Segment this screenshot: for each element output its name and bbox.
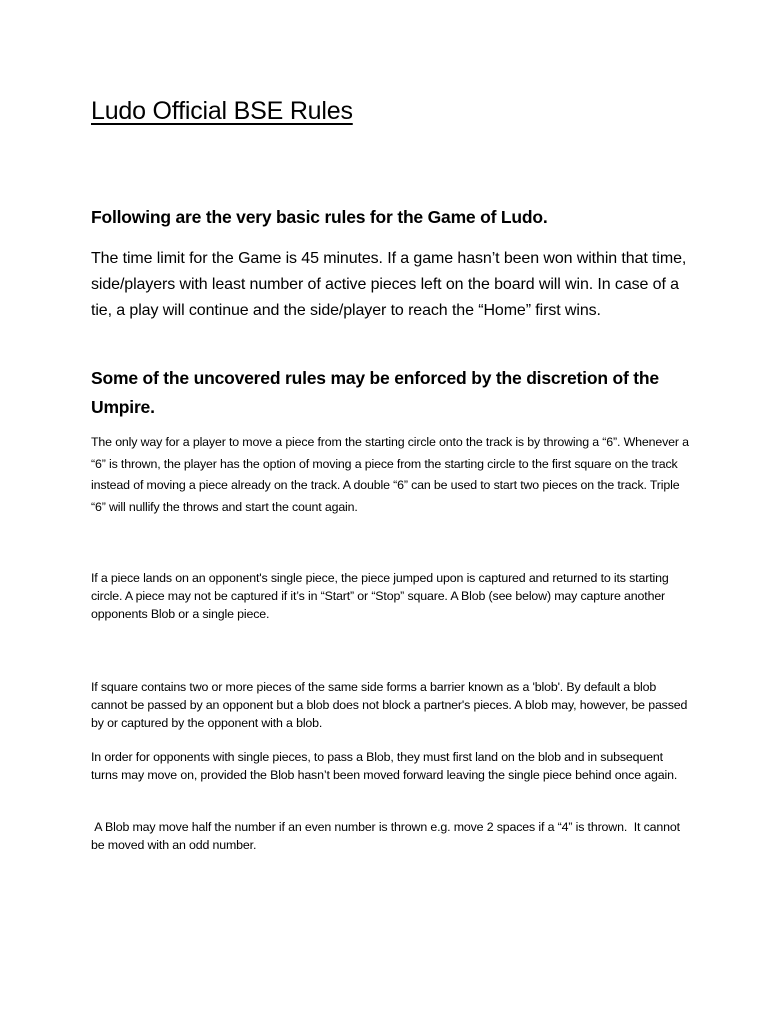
document-subtitle: Following are the very basic rules for the Game of Ludo. [91, 207, 548, 227]
document-title: Ludo Official BSE Rules [91, 97, 353, 125]
rule-paragraph-pass-blob: In order for opponents with single pieces, to pass a Blob, they must first land on the blob and in subsequent turns may move on, provided the Blob hasn’t been moved forward leaving the single piece behind once again. [91, 750, 678, 782]
intro-paragraph: The time limit for the Game is 45 minutes. If a game hasn’t been won within that time, side/players with least number of active pieces left on the board will win. In case of a tie, a play will continue and the side/player to reach the “Home” first wins. [91, 250, 687, 319]
umpire-heading: Some of the uncovered rules may be enforced by the discretion of the Umpire. [91, 368, 659, 417]
rule-paragraph-blob: If square contains two or more pieces of the same side forms a barrier known as a 'blob'. By default a blob cannot be passed by an opponent but a blob does not block a partner's pieces. A blob may, however, be passed by or captured by the opponent with a blob. [91, 680, 688, 730]
rule-paragraph-starting: The only way for a player to move a piece from the starting circle onto the track is by throwing a “6”. Whenever a “6” is thrown, the player has the option of moving a piece from the starting circle to the first square on the track instead of moving a piece already on the track. A double “6” can be used to start two pieces on the track. Triple “6” will nullify the throws and start the count again. [91, 435, 689, 514]
rule-paragraph-blob-move: A Blob may move half the number if an even number is thrown e.g. move 2 spaces if a “4” is thrown. It cannot be moved with an odd number. [91, 820, 684, 852]
rule-paragraph-capture: If a piece lands on an opponent's single piece, the piece jumped upon is captured and returned to its starting circle. A piece may not be captured if it’s in “Start” or “Stop” square. A Blob (see below) may capture another opponents Blob or a single piece. [91, 571, 669, 621]
